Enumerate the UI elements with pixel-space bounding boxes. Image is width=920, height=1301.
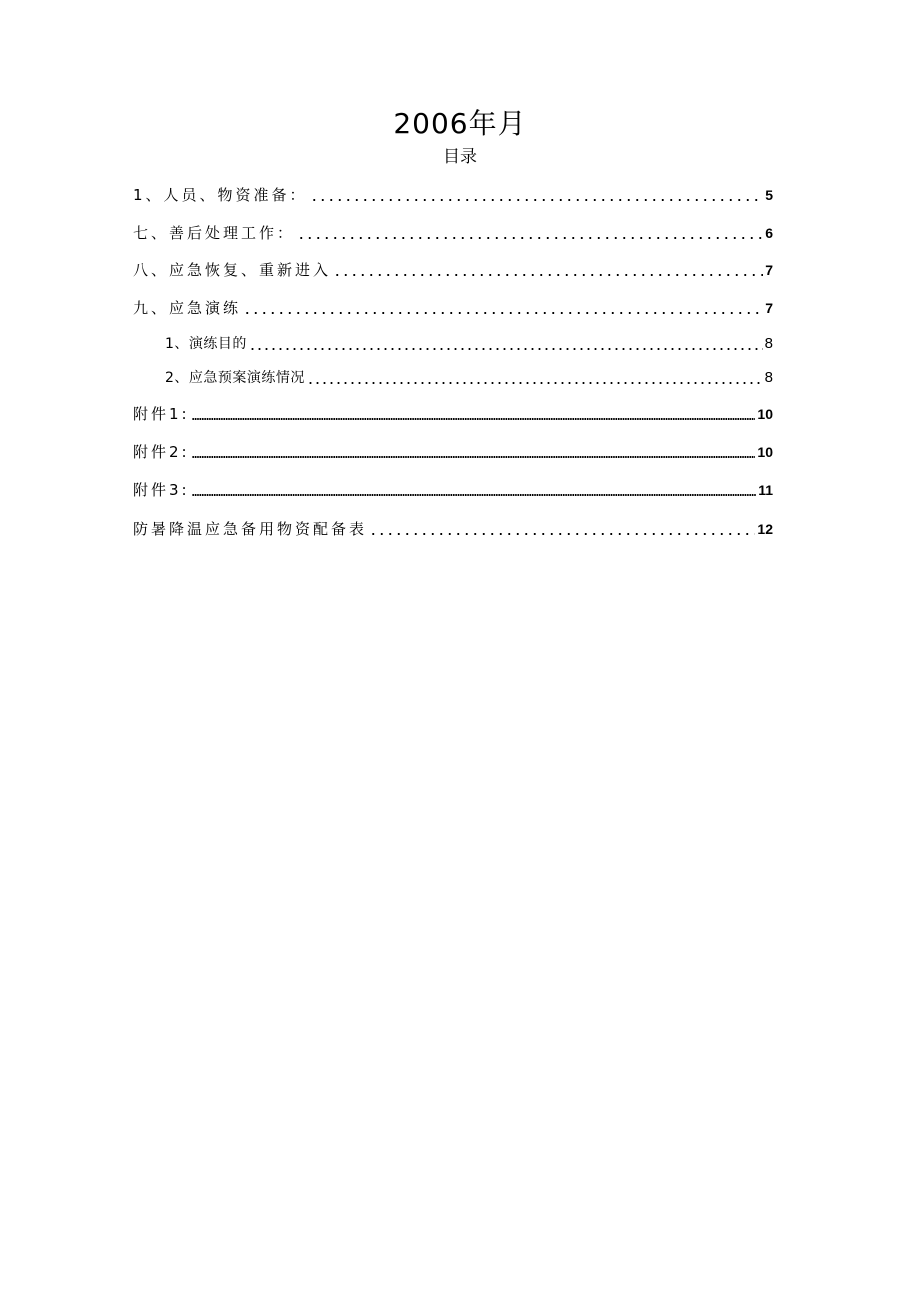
toc-entry-label: 七、善后处理工作： — [133, 224, 296, 242]
toc-entry-page: 6 — [765, 225, 773, 241]
toc-entry-label: 八、应急恢复、重新进入 — [133, 261, 332, 279]
toc-entry-drills[interactable] — [133, 294, 773, 318]
toc-entry-appendix-1[interactable] — [133, 400, 773, 424]
toc-entry-page: 5 — [765, 187, 773, 203]
toc-entry-page: 10 — [757, 406, 773, 422]
toc-leader-dots — [333, 260, 763, 280]
toc-entry-label: 附件2: — [133, 443, 190, 461]
toc-entry-aftermath[interactable] — [133, 219, 773, 243]
toc-entry-label: 防暑降温应急备用物资配备表 — [133, 520, 368, 538]
toc-entry-page: 8 — [764, 335, 773, 352]
toc-leader-dots — [369, 519, 755, 539]
toc-entry-page: 7 — [765, 300, 773, 316]
toc-entry-label: 1、演练目的 — [165, 336, 247, 352]
toc-entry-page: 7 — [765, 262, 773, 278]
toc-entry-label: 2、应急预案演练情况 — [165, 370, 305, 386]
toc-leader-dots — [192, 480, 757, 500]
toc-entry-recovery[interactable] — [133, 256, 773, 280]
toc-leader-dots — [297, 223, 763, 243]
toc-entry-label: 附件1: — [133, 405, 190, 423]
toc-entry-label: 九、应急演练 — [133, 299, 242, 317]
toc-entry-page: 10 — [757, 444, 773, 460]
toc-entry-personnel-materials[interactable] — [133, 181, 773, 205]
toc-entry-appendix-3[interactable] — [133, 476, 773, 500]
toc-leader-dots — [310, 185, 764, 205]
toc-entry-heatstroke-supplies-table[interactable] — [133, 515, 773, 539]
toc-entry-drill-purpose[interactable] — [165, 330, 773, 354]
toc-entry-page: 8 — [764, 369, 773, 386]
toc-entry-page: 12 — [757, 521, 773, 537]
date-heading: 2006年月 — [393, 107, 527, 140]
toc-leader-dots — [192, 442, 756, 462]
toc-title: 目录 — [443, 147, 477, 167]
table-of-contents — [133, 0, 773, 600]
toc-leader-dots — [307, 368, 763, 388]
toc-leader-dots — [243, 298, 763, 318]
toc-entry-page: 11 — [758, 482, 773, 498]
toc-entry-appendix-2[interactable] — [133, 438, 773, 462]
toc-entry-label: 1、人员、物资准备： — [133, 186, 308, 204]
toc-leader-dots — [249, 334, 763, 354]
toc-entry-label: 附件3: — [133, 481, 190, 499]
toc-leader-dots — [192, 404, 756, 424]
toc-entry-drill-status[interactable] — [165, 364, 773, 388]
